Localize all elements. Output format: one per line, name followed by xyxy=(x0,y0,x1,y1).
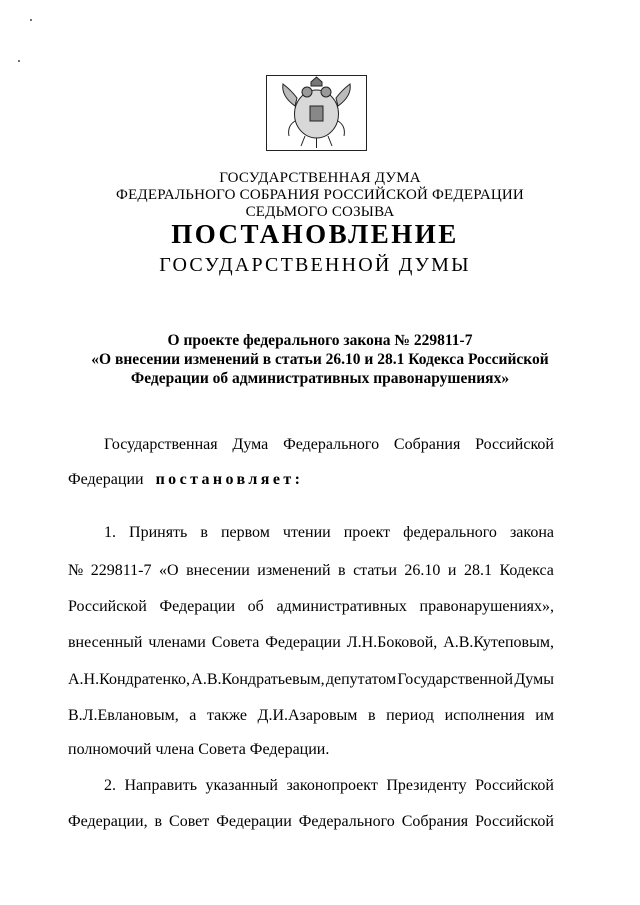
word: статьи xyxy=(353,562,397,579)
word: административных xyxy=(276,598,407,615)
word: Федерации xyxy=(216,813,292,830)
word: а xyxy=(189,707,197,724)
word: в xyxy=(154,813,163,830)
word: «О xyxy=(159,562,179,579)
word: А.В.Кондратьевым, xyxy=(191,671,325,688)
word: Российской xyxy=(475,813,554,830)
word: Федерации xyxy=(159,598,236,615)
word: Думы xyxy=(514,671,554,688)
document-subtitle: ГОСУДАРСТВЕННОЙ ДУМЫ xyxy=(159,254,471,276)
clause-1-line-6 xyxy=(68,706,554,725)
word: В.Л.Евлановым, xyxy=(68,707,179,724)
word: Государственная xyxy=(104,436,218,453)
header-line-duma: ГОСУДАРСТВЕННАЯ ДУМА xyxy=(219,170,421,186)
resolves-keyword: постановляет: xyxy=(155,471,304,488)
word: им xyxy=(535,707,554,724)
scan-speck xyxy=(18,60,20,62)
word: 229811-7 xyxy=(90,562,152,579)
header-line-assembly: ФЕДЕРАЛЬНОГО СОБРАНИЯ РОССИЙСКОЙ ФЕДЕРАЦИИ xyxy=(116,187,524,203)
word: законопроект xyxy=(286,777,378,794)
word: внесенный xyxy=(68,634,143,651)
word: в xyxy=(200,524,208,541)
word: Д.И.Азаровым xyxy=(257,707,358,724)
word: Совета xyxy=(211,634,260,651)
word: период xyxy=(386,707,434,724)
coat-of-arms-frame xyxy=(266,75,367,151)
word: 2. xyxy=(104,777,116,794)
preamble-federation: Федерации xyxy=(68,471,144,488)
word: первом xyxy=(220,524,270,541)
word: правонарушениях», xyxy=(419,598,554,615)
word: № xyxy=(68,562,84,579)
word: об xyxy=(247,598,264,615)
word: 26.10 xyxy=(404,562,441,579)
word: изменений xyxy=(257,562,331,579)
clause-1-line-4 xyxy=(68,633,554,652)
scan-speck xyxy=(30,19,32,21)
word: в xyxy=(338,562,346,579)
word: 28.1 xyxy=(463,562,492,579)
word: Российской xyxy=(475,436,554,453)
word: А.В.Кутеповым, xyxy=(443,634,554,651)
word: А.Н.Кондратенко, xyxy=(68,671,190,688)
word: Федерации xyxy=(265,634,341,651)
word: проект xyxy=(343,524,391,541)
word: закона xyxy=(509,524,554,541)
document-title: ПОСТАНОВЛЕНИЕ xyxy=(171,219,459,249)
word: членами xyxy=(148,634,206,651)
subject-line-2: «О внесении изменений в статьи 26.10 и 28.1 Кодекса Российской xyxy=(91,351,549,368)
word: Л.Н.Боковой, xyxy=(346,634,438,651)
word: Собрания xyxy=(393,436,461,453)
word: указанный xyxy=(205,777,278,794)
word: исполнения xyxy=(444,707,525,724)
word: Федерального xyxy=(283,436,380,453)
header-line-convocation: СЕДЬМОГО СОЗЫВА xyxy=(245,204,395,220)
word: депутатом xyxy=(325,671,397,688)
word: Федерального xyxy=(298,813,395,830)
clause-2-line-2 xyxy=(68,812,554,831)
clause-1-line-7: полномочий члена Совета Федерации. xyxy=(68,741,330,758)
word: внесении xyxy=(186,562,250,579)
word: Принять xyxy=(129,524,188,541)
word: чтении xyxy=(282,524,331,541)
word: Кодекса xyxy=(499,562,554,579)
subject-line-1: О проекте федерального закона № 229811-7 xyxy=(167,332,473,349)
double-headed-eagle-icon xyxy=(267,76,366,150)
word: Российской xyxy=(475,777,554,794)
clause-1-line-2 xyxy=(68,561,554,580)
word: и xyxy=(447,562,457,579)
word: Федерации, xyxy=(68,813,148,830)
word: Совет xyxy=(169,813,210,830)
word: Направить xyxy=(124,777,197,794)
word: Государственной xyxy=(397,671,514,688)
clause-2-line-1 xyxy=(104,776,554,795)
word: Дума xyxy=(232,436,269,453)
word: в xyxy=(367,707,376,724)
clause-1-line-1 xyxy=(104,523,554,542)
clause-1-line-5 xyxy=(68,670,554,689)
word: федерального xyxy=(403,524,497,541)
word: также xyxy=(206,707,247,724)
word: Российской xyxy=(68,598,147,615)
clause-1-line-3 xyxy=(68,597,554,616)
word: Собрания xyxy=(401,813,469,830)
preamble-line-2 xyxy=(68,470,554,489)
word: 1. xyxy=(104,524,116,541)
preamble-line-1 xyxy=(104,435,554,454)
subject-line-3: Федерации об административных правонарушениях» xyxy=(130,370,510,387)
word: Президенту xyxy=(386,777,467,794)
